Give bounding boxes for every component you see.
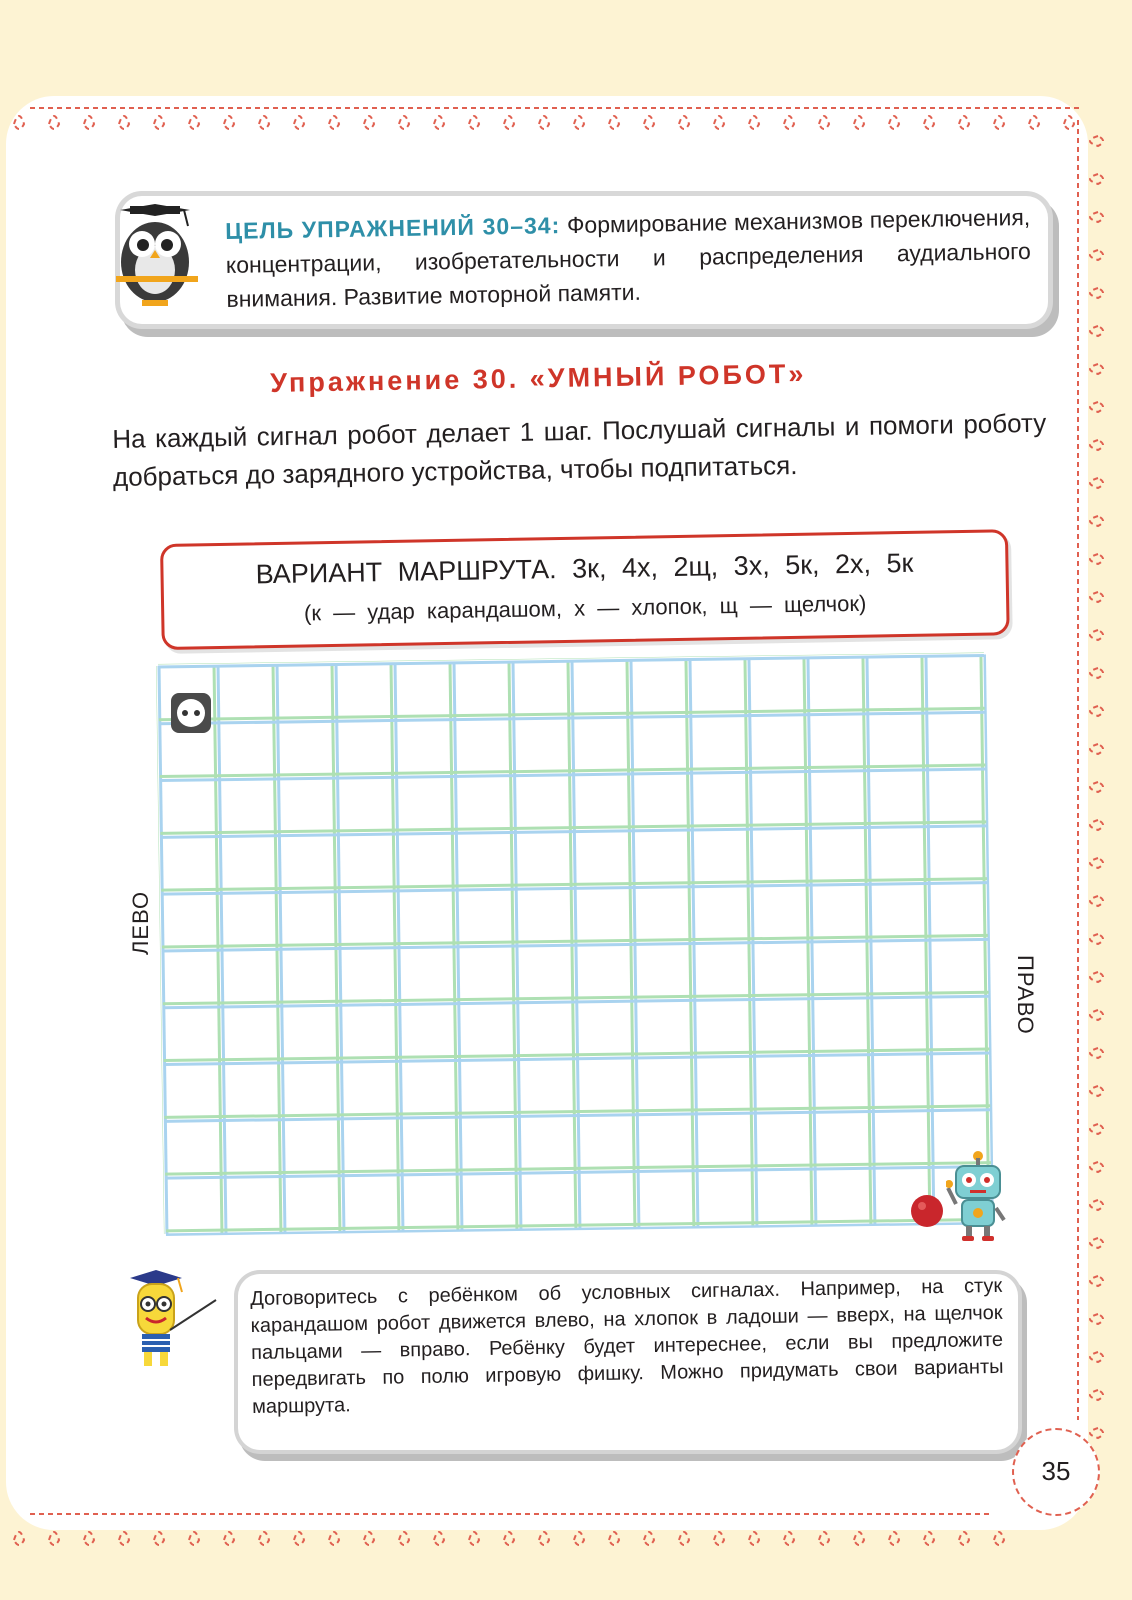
route-legend: (к — удар карандашом, х — хлопок, щ — щелчок) [303, 590, 867, 626]
parent-tip-box [238, 1274, 1018, 1450]
left-direction-label: ЛЕВО [128, 890, 153, 955]
route-variant: ВАРИАНТ МАРШРУТА. 3к, 4х, 2щ, 3х, 5к, 2х, 5к [255, 547, 914, 590]
goal-text [225, 200, 1032, 316]
route-grid[interactable] [156, 652, 994, 1236]
red-circle-icon[interactable] [910, 1194, 944, 1228]
page-number: 35 [1041, 1456, 1071, 1486]
page-number-badge [1012, 1428, 1100, 1516]
exercise-description: На каждый сигнал робот делает 1 шаг. Послушай сигналы и помоги роботу добраться до зарядного устройства, чтобы подпитаться. [112, 407, 1047, 492]
goal-label: ЦЕЛЬ УПРАЖНЕНИЙ 30–34: [225, 212, 561, 244]
route-box [160, 529, 1010, 650]
right-direction-label: ПРАВО [1013, 955, 1038, 1035]
power-socket-icon[interactable] [170, 692, 212, 734]
parent-tip-text: Договоритесь с ребёнком об условных сигналах. Например, на стук карандашом робот движется влево, на хлопок в ладоши — вверх, на щелчок пальцами — вправо. Ребёнку будет интереснее, если вы предложите передвигать по полю игровую фишку. Можно придумать свои варианты маршрута. [250, 1274, 1004, 1418]
pencil-teacher-icon [130, 1268, 220, 1372]
owl-teacher-icon [112, 204, 216, 308]
robot-icon[interactable] [946, 1150, 1010, 1242]
exercise-title: Упражнение 30. «УМНЫЙ РОБОТ» [270, 358, 807, 398]
goal-box [120, 196, 1048, 324]
goal-description: Формирование механизмов переключения, концентрации, изобретательности и распределения аудиального внимания. Развитие моторной памяти. [225, 203, 1031, 312]
